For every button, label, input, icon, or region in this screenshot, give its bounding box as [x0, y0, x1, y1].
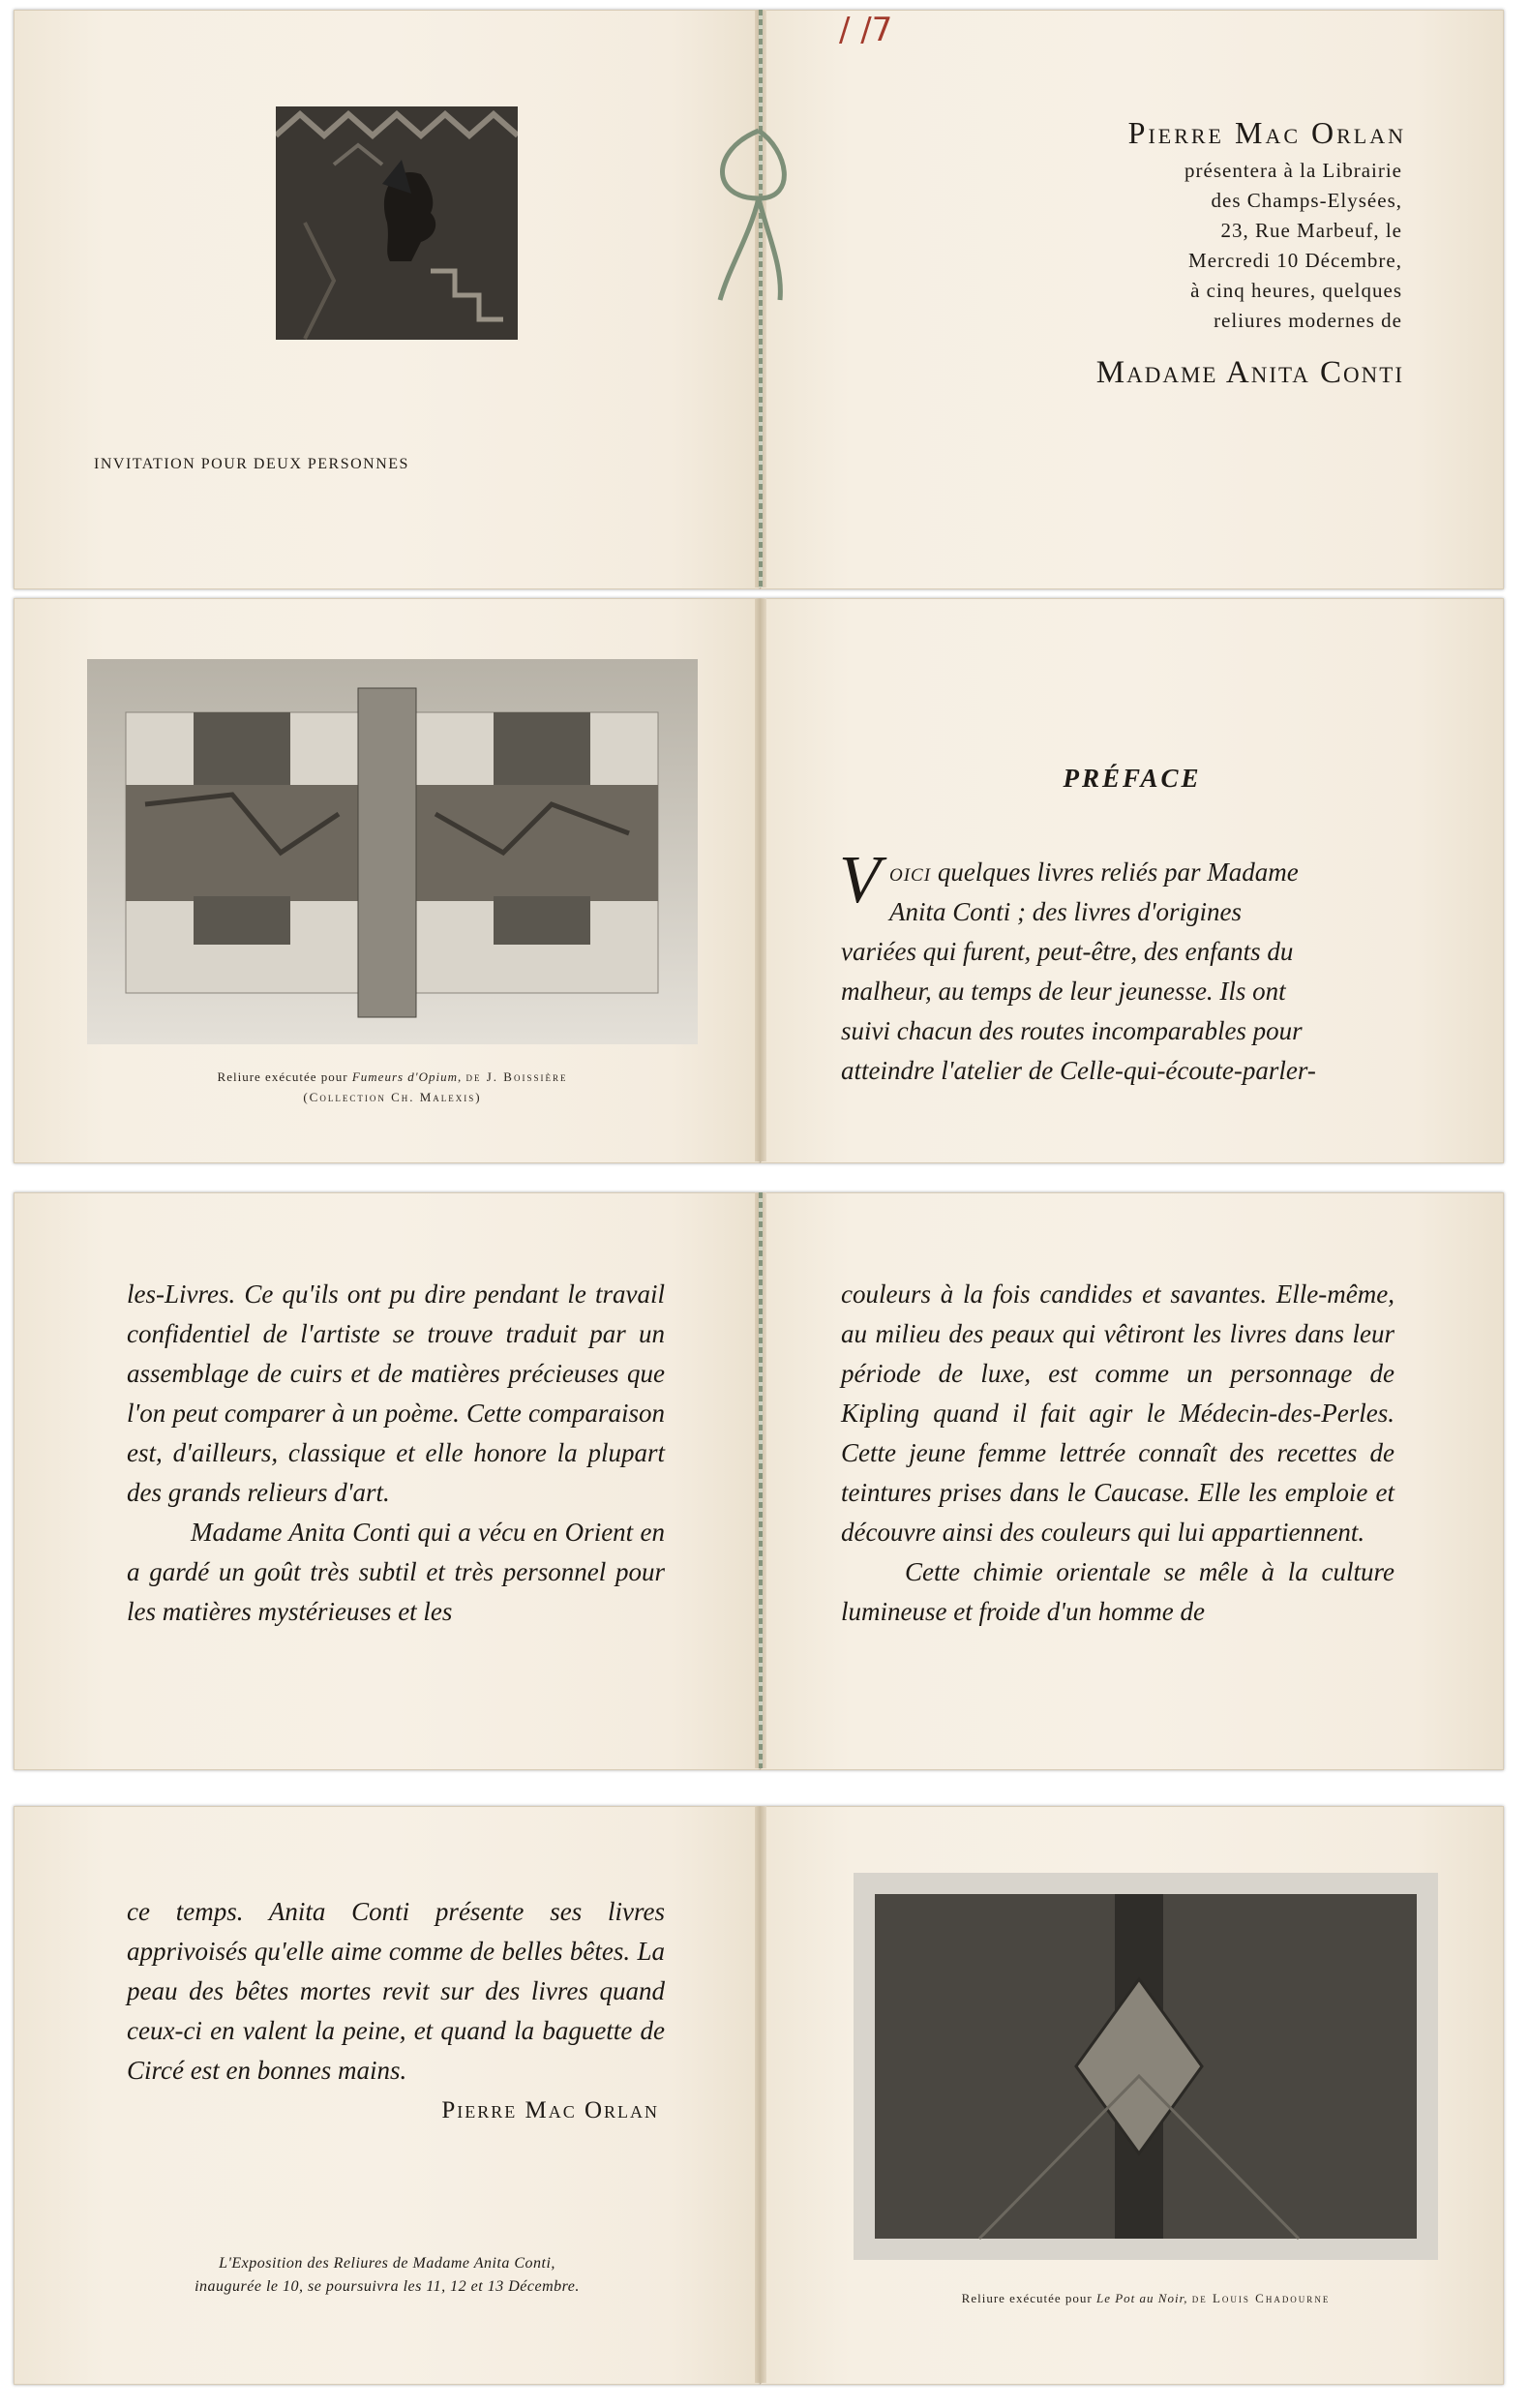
preface-line: quelques livres reliés par Madame — [937, 858, 1299, 887]
preface-line: variées qui furent, peut-être, des enfants du — [841, 937, 1294, 966]
announcement-line: présentera à la Librairie — [1184, 159, 1402, 182]
text-page-right — [761, 1192, 1504, 1770]
caption-line-1 — [87, 1067, 698, 1087]
binding-photo-page — [14, 598, 761, 1163]
announcement-page — [761, 10, 1504, 589]
announcement-line: 23, Rue Marbeuf, le — [1220, 219, 1402, 242]
spread-preface — [14, 598, 1502, 1161]
presenter-name: Pierre Mac Orlan — [1127, 115, 1406, 150]
artist-name: Madame Anita Conti — [1095, 355, 1404, 390]
paragraph: couleurs à la fois candides et savantes. Elle-même, au milieu des peaux qui vêtiront les livres dans leur période de luxe, est comme un personnage de Kipling quand il fait agir le Médecin-des-Perles. Cette jeune femme lettrée connaît des recettes de teintures prises dans le Caucase. Elle les emploie et découvre ainsi des couleurs qui lui appartiennent. — [841, 1279, 1394, 1547]
caption-author: de J. Boissière — [465, 1069, 568, 1084]
preface-first-word: oici — [889, 858, 932, 887]
spread-text — [14, 1192, 1502, 1768]
spread-invitation — [14, 10, 1502, 587]
announcement-line: reliures modernes de — [1214, 309, 1402, 332]
preface-title: PRÉFACE — [1063, 764, 1202, 793]
photo-caption — [87, 1067, 698, 1107]
caption-line-2: (Collection Ch. Malexis) — [303, 1090, 482, 1104]
caption-prefix: Reliure exécutée pour — [217, 1069, 348, 1084]
paragraph: Cette chimie orientale se mêle à la culture lumineuse et froide d'un homme de — [841, 1557, 1394, 1626]
photo-caption — [824, 2288, 1467, 2308]
caption-title: Le Pot au Noir, — [1095, 2291, 1188, 2305]
binding-photo-fumeurs-dopium — [87, 659, 698, 1044]
announcement-line: Mercredi 10 Décembre, — [1188, 249, 1402, 272]
binding-photo-pot-au-noir — [854, 1873, 1438, 2260]
preface-continuation-left — [127, 1275, 665, 1632]
preface-line: malheur, au temps de leur jeunesse. Ils ont — [841, 977, 1286, 1006]
spine-gutter — [755, 598, 766, 1161]
handwritten-mark: / /7 — [839, 11, 893, 49]
drop-cap: V — [839, 843, 881, 918]
preface-line: suivi chacun des routes incomparables pour — [841, 1016, 1303, 1045]
exhibition-notice — [15, 2252, 760, 2299]
paragraph: ce temps. Anita Conti présente ses livres apprivoisés qu'elle aime comme de belles bêtes. La peau des bêtes mortes revit sur des livres quand ceux-ci en valent la peine, et quand la baguette de Circé est en bonnes mains. — [127, 1897, 665, 2085]
closing-page — [14, 1806, 761, 2385]
preface-closing-text — [127, 1892, 665, 2091]
announcement-line: à cinq heures, quelques — [1190, 279, 1402, 302]
preface-line: atteindre l'atelier de Celle-qui-écoute-parler- — [841, 1056, 1316, 1085]
text-page-left — [14, 1192, 761, 1770]
spread-closing — [14, 1806, 1502, 2383]
announcement-line: des Champs-Elysées, — [1211, 189, 1402, 212]
announcement-text — [1054, 156, 1402, 336]
woman-profile-illustration — [276, 106, 518, 340]
preface-signature: Pierre Mac Orlan — [441, 2097, 659, 2123]
art-deco-engraving — [276, 106, 518, 340]
preface-text — [839, 843, 1422, 1091]
caption-title: Fumeurs d'Opium, — [351, 1069, 463, 1084]
binding-cord — [759, 1192, 763, 1768]
book-binding-image — [87, 659, 698, 1044]
spine-gutter — [755, 1806, 766, 2383]
invitation-cover-page — [14, 10, 761, 589]
preface-line: Anita Conti ; des livres d'origines — [889, 897, 1242, 926]
caption-author: de Louis Chadourne — [1191, 2291, 1331, 2305]
paragraph: les-Livres. Ce qu'ils ont pu dire pendant le travail confidentiel de l'artiste se trouve traduit par un assemblage de cuirs et de matières précieuses que l'on peut comparer à un poème. Cette comparaison est, d'ailleurs, classique et elle honore la plupart des grands relieurs d'art. — [127, 1279, 665, 1507]
preface-page — [761, 598, 1504, 1163]
exhibition-line: inaugurée le 10, se poursuivra les 11, 12 et 13 Décembre. — [195, 2278, 580, 2295]
caption-prefix: Reliure exécutée pour — [961, 2291, 1093, 2305]
binding-photo-page-2 — [761, 1806, 1504, 2385]
cord-bow — [691, 121, 797, 305]
preface-continuation-right — [841, 1275, 1394, 1632]
exhibition-line: L'Exposition des Reliures de Madame Anita Conti, — [219, 2255, 555, 2272]
paragraph: Madame Anita Conti qui a vécu en Orient en a gardé un goût très subtil et très personnel pour les matières mystérieuses et les — [127, 1518, 665, 1626]
book-binding-image — [854, 1873, 1438, 2260]
invitation-label: INVITATION POUR DEUX PERSONNES — [94, 456, 409, 472]
